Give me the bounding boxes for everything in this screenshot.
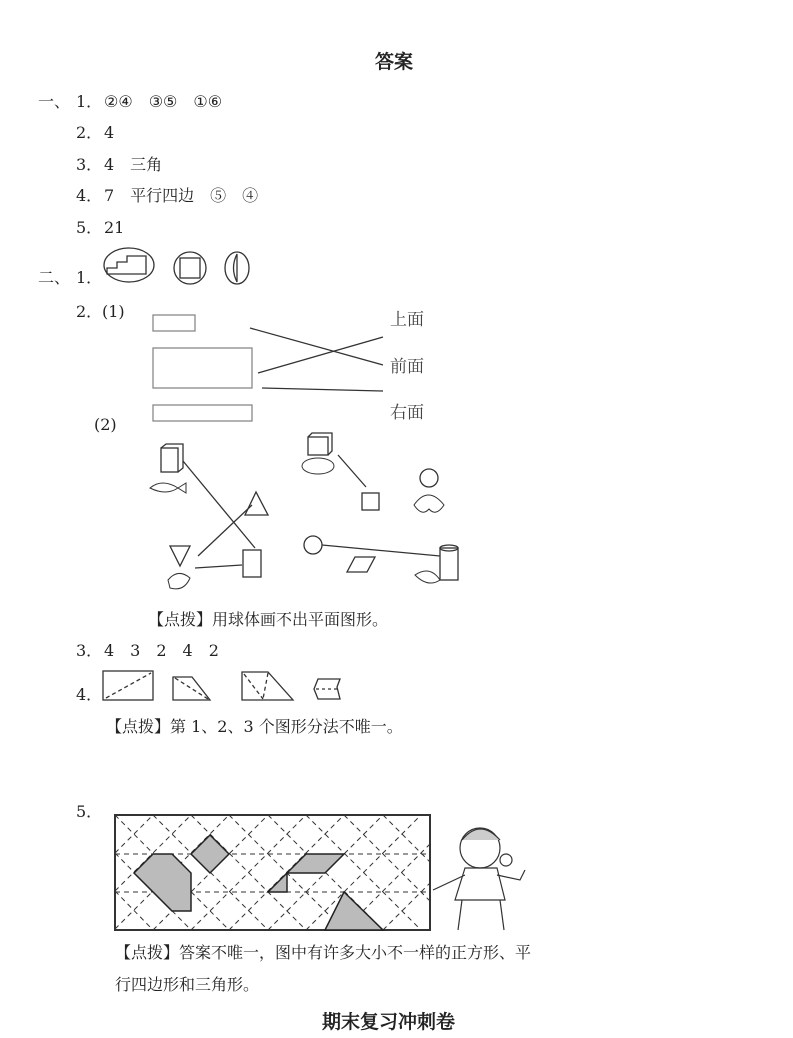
p1-q4-num: 4． (76, 186, 103, 205)
p2-q4-num: 4． (76, 685, 103, 704)
p1-q3-answer: 4 三角 (104, 155, 163, 174)
p2-q1-num: 1． (76, 268, 103, 287)
p1-q2-answer: 4 (104, 123, 115, 142)
p2-q3-num: 3． (76, 641, 103, 660)
p1-q4-answer: 7 平行四边 ⑤ ④ (104, 186, 259, 205)
q1-half-moon-figure (225, 252, 249, 284)
p1-q3-num: 3． (76, 155, 103, 174)
p2-q5-num: 5． (76, 802, 103, 821)
view-label-right: 右面 (390, 403, 424, 423)
p1-q5-answer: 21 (104, 218, 125, 237)
solids-matching (150, 433, 458, 589)
q1-stairs-figure (104, 248, 154, 282)
p2-q2-sub1: (1) (102, 302, 125, 321)
p1-q2-num: 2． (76, 123, 103, 142)
girl-illustration (433, 828, 525, 930)
views-matching (153, 315, 383, 421)
footer-title: 期末复习冲刺卷 (322, 1011, 456, 1033)
p2-q2-tip: 【点拨】用球体画不出平面图形。 (148, 610, 389, 629)
q4-division-figures (103, 671, 340, 700)
p2-q3-answer: 4 3 2 4 2 (104, 641, 219, 660)
view-label-front: 前面 (390, 357, 424, 377)
p2-q5-tip-line2: 行四边形和三角形。 (115, 975, 260, 994)
q1-square-figure (174, 252, 206, 284)
p2-q2-num: 2． (76, 302, 103, 321)
page-title: 答案 (375, 51, 414, 73)
part2-label: 二、 (38, 268, 71, 287)
p1-q1-answer: ②④ ③⑤ ①⑥ (104, 92, 223, 111)
p2-q2-sub2: (2) (94, 415, 117, 434)
p1-q1-num: 1． (76, 92, 103, 111)
p2-q5-tip-line1: 【点拨】答案不唯一，图中有许多大小不一样的正方形、平 (115, 943, 532, 962)
p1-q5-num: 5． (76, 218, 103, 237)
part1-label: 一、 (38, 92, 71, 111)
p2-q4-tip: 【点拨】第 1、2、3 个图形分法不唯一。 (106, 717, 403, 736)
q5-tangram-grid (115, 815, 430, 930)
view-label-top: 上面 (390, 310, 424, 330)
